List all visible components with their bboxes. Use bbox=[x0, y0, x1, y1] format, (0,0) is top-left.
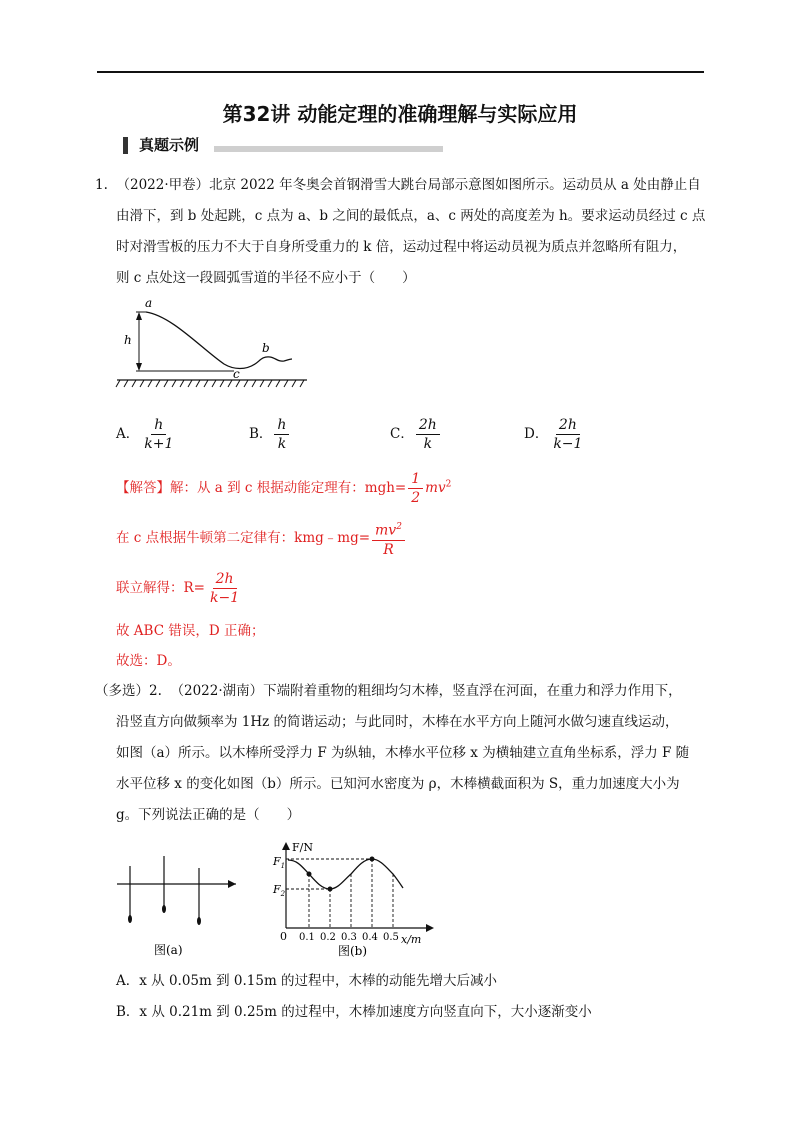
answer-tag: 【解答】 bbox=[116, 480, 170, 496]
y-axis-arrow bbox=[282, 842, 290, 850]
top-rule bbox=[97, 71, 704, 73]
q1-line2: 由滑下，到 b 处起跳，c 点为 a、b 之间的最低点，a、c 两处的高度差为 h。要求运动员经过 c 点 bbox=[116, 208, 706, 224]
q2-line5: g。下列说法正确的是（ ） bbox=[116, 807, 301, 823]
page-title: 第32讲 动能定理的准确理解与实际应用 bbox=[222, 102, 578, 126]
height-arrow-top-head bbox=[136, 312, 142, 320]
f1-label: $F_1$ bbox=[273, 855, 286, 870]
q2-option-a[interactable]: A．x 从 0.05m 到 0.15m 的过程中，木棒的动能先增大后减小 bbox=[116, 973, 498, 989]
q2-source: （2022·湖南） bbox=[170, 683, 264, 699]
q2-prefix: （多选）2. bbox=[95, 683, 162, 699]
point-0.1 bbox=[307, 872, 312, 877]
fig-b-caption: 图(b) bbox=[338, 944, 368, 958]
q2-line3: 如图（a）所示。以木棒所受浮力 F 为纵轴，木棒水平位移 x 为横轴建立直角坐标系，浮力 F 随 bbox=[116, 745, 690, 761]
tick-0.3: 0.3 bbox=[341, 932, 357, 943]
flow-arrow-head bbox=[228, 880, 236, 888]
label-c: c bbox=[233, 367, 240, 381]
point-0.2 bbox=[328, 887, 333, 892]
x-tick-labels bbox=[299, 932, 399, 943]
label-h: h bbox=[124, 333, 132, 347]
figure-a bbox=[112, 848, 242, 960]
x-axis-label: x/m bbox=[401, 933, 422, 946]
guide-lines bbox=[286, 859, 393, 928]
x-axis-arrow bbox=[426, 924, 434, 932]
tick-0.4: 0.4 bbox=[362, 932, 378, 943]
option-a[interactable]: A． $\frac{h}{k+1}$ bbox=[116, 417, 174, 452]
option-c[interactable]: C． $\frac{2h}{k}$ bbox=[390, 416, 442, 453]
ground-hatching bbox=[116, 380, 304, 387]
answer-line-2: 在 c 点根据牛顿第二定律有：kmg﹣mg= $\frac{mv^2}{R}$ bbox=[116, 518, 407, 559]
label-a: a bbox=[145, 296, 153, 310]
q1-line1 bbox=[95, 170, 715, 201]
q1-number: 1. bbox=[95, 177, 108, 193]
answer-line-3: 联立解得：R= $\frac{2h}{k-1}$ bbox=[116, 571, 240, 606]
point-0.4 bbox=[370, 857, 375, 862]
figure-b-graph bbox=[272, 838, 442, 960]
q2-line1 bbox=[95, 676, 715, 707]
option-d[interactable]: D． $\frac{2h}{k-1}$ bbox=[524, 417, 583, 452]
answer-line-4: 故 ABC 错误，D 正确； bbox=[116, 623, 265, 639]
question-1 bbox=[95, 170, 715, 294]
snow-track bbox=[146, 312, 292, 369]
q1-source: （2022·甲卷） bbox=[116, 177, 210, 193]
section-marker bbox=[123, 137, 128, 154]
section-label: 真题示例 bbox=[139, 136, 200, 154]
q1-line4: 则 c 点处这一段圆弧雪道的半径不应小于（ ） bbox=[116, 270, 416, 286]
fig-a-caption: 图(a) bbox=[154, 943, 183, 957]
tick-0.5: 0.5 bbox=[383, 932, 399, 943]
height-arrow-bottom-head bbox=[136, 363, 142, 371]
f2-label: $F_2$ bbox=[273, 883, 286, 898]
q1-text-1: 北京 2022 年冬奥会首钢滑雪大跳台局部示意图如图所示。运动员从 a 处由静止自 bbox=[209, 177, 701, 193]
section-rule bbox=[214, 146, 443, 152]
question-2 bbox=[95, 676, 715, 831]
tick-0.1: 0.1 bbox=[299, 932, 315, 943]
q2-line2: 沿竖直方向做频率为 1Hz 的简谐运动；与此同时，木棒在水平方向上随河水做匀速直线运动， bbox=[116, 714, 679, 730]
answer-line-5: 故选：D。 bbox=[116, 653, 181, 669]
answer-line-1: 【解答】解：从 a 到 c 根据动能定理有：mgh= $\frac{1}{2}$ $mv^2$ bbox=[116, 471, 452, 506]
q1-line3: 时对滑雪板的压力不大于自身所受重力的 k 倍，运动过程中将运动员视为质点并忽略所有阻力， bbox=[116, 239, 687, 255]
q2-option-b[interactable]: B．x 从 0.21m 到 0.25m 的过程中，木棒加速度方向竖直向下，大小逐渐变小 bbox=[116, 1004, 592, 1020]
tick-0.2: 0.2 bbox=[320, 932, 336, 943]
q2-line4: 水平位移 x 的变化如图（b）所示。已知河水密度为 ρ，木棒横截面积为 S，重力加速度大小为 bbox=[116, 776, 680, 792]
rod-3 bbox=[197, 868, 201, 925]
y-axis-label: F/N bbox=[292, 841, 313, 854]
option-b[interactable]: B． $\frac{h}{k}$ bbox=[249, 416, 291, 453]
rod-1 bbox=[128, 866, 132, 923]
force-curve bbox=[288, 859, 403, 889]
q2-text-1: 下端附着重物的粗细均匀木棒，竖直浮在河面，在重力和浮力作用下， bbox=[263, 683, 682, 699]
origin-label: 0 bbox=[280, 930, 287, 943]
ski-jump-figure bbox=[112, 294, 312, 390]
label-b: b bbox=[262, 341, 270, 355]
